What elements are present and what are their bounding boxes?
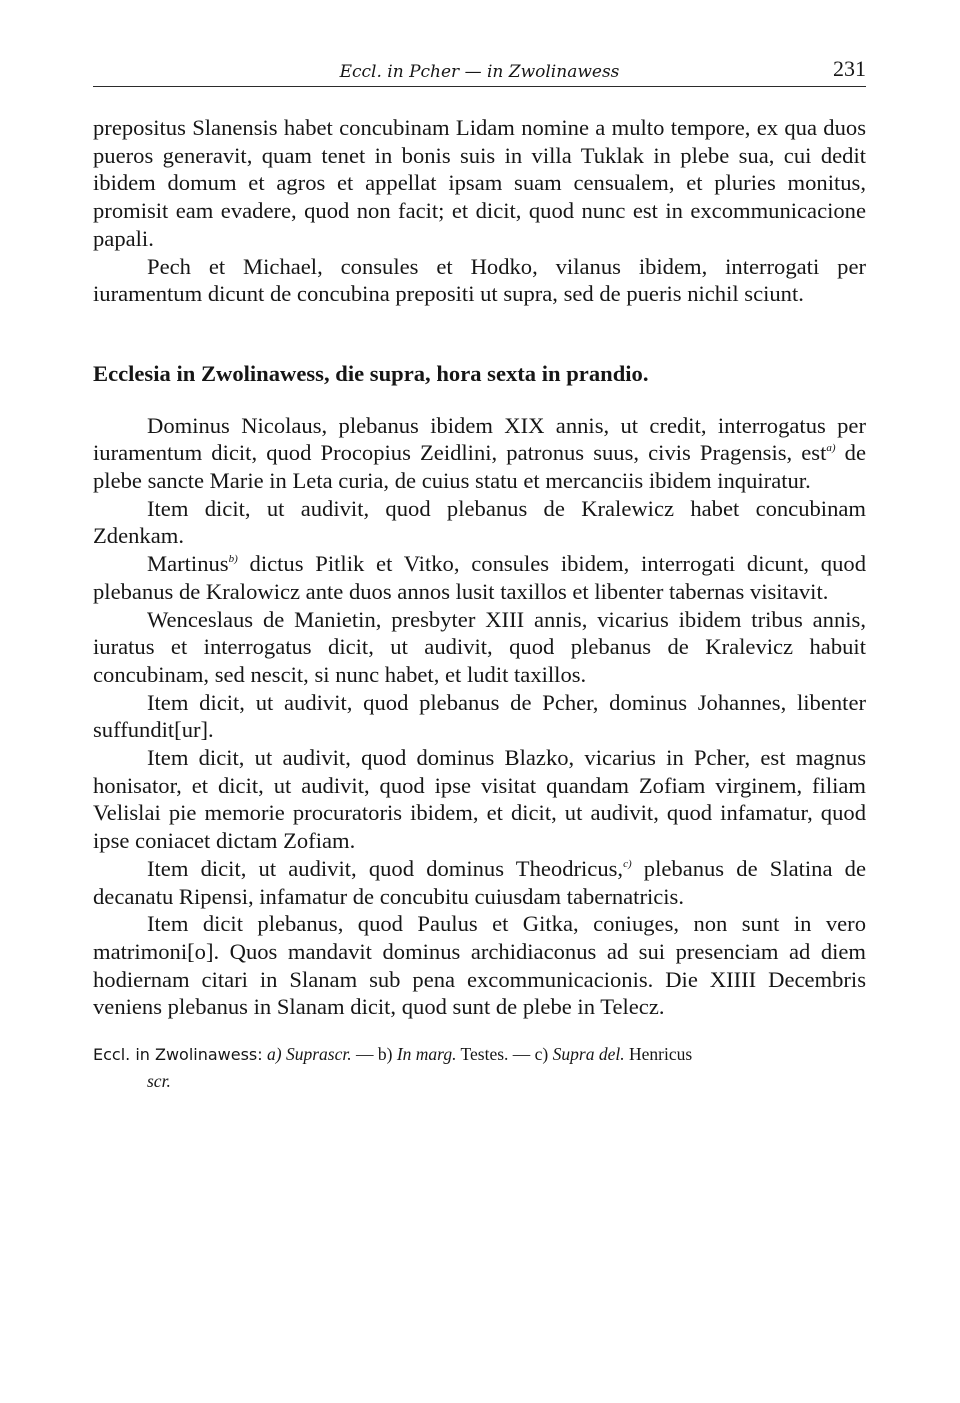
paragraph-text: plebanus de Slatina de decanatu Ripensi, infamatur de concubitu cuiusdam tabernatricis. (93, 855, 866, 909)
apparatus-note: Supra del. (552, 1044, 625, 1065)
apparatus-mark: a) (267, 1044, 282, 1065)
apparatus-note: In marg. (396, 1044, 457, 1065)
critical-apparatus (93, 1041, 866, 1095)
section-heading: Ecclesia in Zwolinawess, die supra, hora sexta in prandio. (93, 360, 649, 386)
running-head: Eccl. in Pcher — in Zwolinawess (339, 62, 620, 82)
paragraph: Item dicit, ut audivit, quod plebanus de Kralewicz habet concubinam Zdenkam. (93, 495, 866, 549)
page-header (93, 52, 866, 87)
paragraph (93, 550, 866, 605)
paragraph: Wenceslaus de Manietin, presbyter XIII annis, vicarius ibidem tribus annis, iuratus et interrogatus dicit, ut audivit, quod plebanus de Kralevicz habuit concubinam, sed nescit, si nunc habet, et ludit taxillos. (93, 606, 866, 687)
footnote-marker: c) (623, 857, 632, 870)
paragraph-text: dictus Pitlik et Vitko, consules ibidem, interrogati dicunt, quod plebanus de Kralowicz ante duos annos lusit taxillos et libenter tabernas visitavit. (93, 551, 866, 604)
paragraph (93, 855, 866, 910)
paragraph-text: Item dicit, ut audivit, quod dominus Theodricus, (147, 855, 624, 881)
paragraph: Item dicit plebanus, quod Paulus et Gitka, coniuges, non sunt in vero matrimoni[o]. Quos mandavit dominus archidiaconus ad sui presenciam ad diem hodiernam citari in Slanam sub pena excommunicacionis. Die XIIII Decembris veniens plebanus in Slanam dicit, quod sunt de plebe in Telecz. (93, 911, 866, 1020)
apparatus-word: Henricus (628, 1044, 693, 1065)
main-text (93, 114, 866, 1095)
apparatus-note: Suprascr. (285, 1044, 352, 1065)
apparatus-word: Testes. (460, 1044, 509, 1065)
apparatus-label: Eccl. in Zwolinawess: (93, 1045, 263, 1065)
paragraph-text: Martinus (147, 551, 229, 577)
page-number: 231 (833, 56, 866, 81)
paragraph: Item dicit, ut audivit, quod dominus Blazko, vicarius in Pcher, est magnus honisator, et dicit, ut audivit, quod ipse visitat quandam Zofiam virginem, filiam Velislai pie memorie procuratoris ibidem, et dicit, ut audivit, quod infamatur, quod ipse coniacet dictam Zofiam. (93, 745, 866, 854)
paragraph-text: de plebe sancte Marie in Leta curia, de cuius statu et mercanciis ibidem inquiratur. (93, 440, 866, 494)
paragraph: Pech et Michael, consules et Hodko, vilanus ibidem, interrogati per iuramentum dicunt de concubina prepositi ut supra, sed de pueris nichil sciunt. (93, 253, 866, 307)
apparatus-mark: — b) (356, 1044, 393, 1065)
paragraph: Item dicit, ut audivit, quod plebanus de Pcher, dominus Johannes, libenter suffundit[ur]. (93, 689, 866, 743)
apparatus-note: scr. (147, 1071, 171, 1092)
paragraph (93, 412, 866, 495)
footnote-marker: b) (228, 553, 238, 566)
apparatus-mark: — c) (512, 1044, 549, 1065)
footnote-marker: a) (826, 442, 836, 455)
paragraph-text: Dominus Nicolaus, plebanus ibidem XIX annis, ut credit, interrogatus per iuramentum dicit, quod Procopius Zeidlini, patronus suus, civis Pragensis, est (93, 412, 866, 466)
paragraph: prepositus Slanensis habet concubinam Lidam nomine a multo tempore, ex qua duos pueros generavit, quam tenet in bonis suis in villa Tuklak in plebe sua, cui dedit ibidem domum et agros et appellat ipsam suam censualem, et pluries monitus, promisit eam evadere, quod non facit; et dicit, quod nunc est in excommunicacione papali. (93, 115, 866, 251)
